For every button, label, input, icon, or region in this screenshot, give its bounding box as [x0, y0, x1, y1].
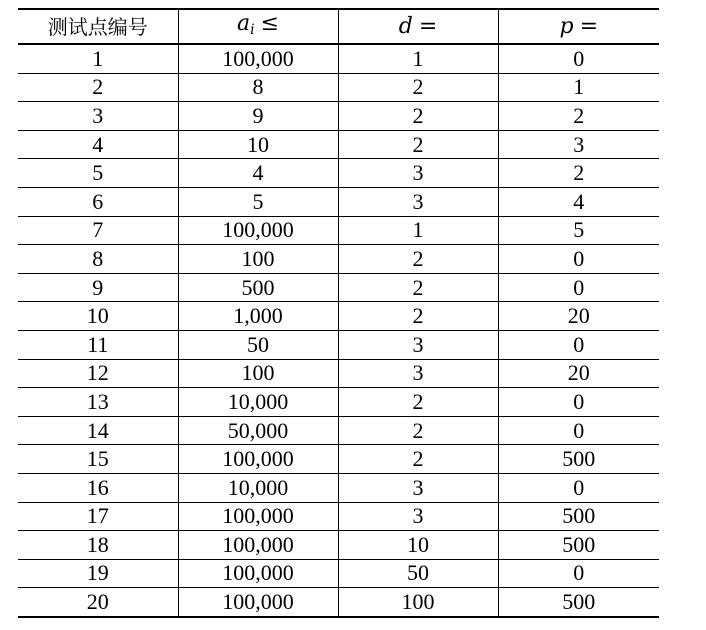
header-test-point-id	[18, 9, 178, 44]
cell-d: 3	[338, 502, 498, 531]
cell-test-point-id: 5	[18, 159, 178, 188]
test-point-table	[18, 8, 659, 618]
cell-d: 2	[338, 445, 498, 474]
cell-p: 0	[498, 245, 659, 274]
cell-d: 2	[338, 273, 498, 302]
cell-test-point-id: 7	[18, 216, 178, 245]
cell-d: 2	[338, 73, 498, 102]
cell-d: 2	[338, 416, 498, 445]
cell-test-point-id: 2	[18, 73, 178, 102]
cell-p: 500	[498, 531, 659, 560]
cell-a-i-max: 10,000	[178, 388, 338, 417]
cell-test-point-id: 12	[18, 359, 178, 388]
cell-test-point-id: 13	[18, 388, 178, 417]
cell-p: 4	[498, 187, 659, 216]
cell-d: 50	[338, 559, 498, 588]
cell-test-point-id: 11	[18, 330, 178, 359]
cell-test-point-id: 10	[18, 302, 178, 331]
header-p-eq-sign: =	[579, 14, 599, 39]
header-d-eq-sign: =	[418, 14, 438, 39]
table-row	[18, 559, 659, 588]
cell-p: 20	[498, 359, 659, 388]
cell-a-i-max: 100,000	[178, 588, 338, 617]
cell-test-point-id: 15	[18, 445, 178, 474]
cell-p: 500	[498, 445, 659, 474]
cell-d: 1	[338, 44, 498, 73]
header-a-i-max	[178, 9, 338, 44]
cell-a-i-max: 100,000	[178, 559, 338, 588]
table-row	[18, 359, 659, 388]
table-row	[18, 102, 659, 131]
cell-test-point-id: 18	[18, 531, 178, 560]
cell-test-point-id: 20	[18, 588, 178, 617]
table-row	[18, 187, 659, 216]
cell-p: 0	[498, 388, 659, 417]
cell-a-i-max: 5	[178, 187, 338, 216]
cell-p: 2	[498, 159, 659, 188]
cell-d: 3	[338, 187, 498, 216]
table-row	[18, 388, 659, 417]
cell-a-i-max: 4	[178, 159, 338, 188]
cell-d: 2	[338, 245, 498, 274]
cell-a-i-max: 50	[178, 330, 338, 359]
table-row	[18, 273, 659, 302]
table-header-row	[18, 9, 659, 44]
table-row	[18, 473, 659, 502]
cell-a-i-max: 100,000	[178, 502, 338, 531]
cell-a-i-max: 9	[178, 102, 338, 131]
table-row	[18, 159, 659, 188]
cell-p: 0	[498, 273, 659, 302]
table-row	[18, 245, 659, 274]
cell-d: 3	[338, 473, 498, 502]
table-row	[18, 73, 659, 102]
cell-a-i-max: 1,000	[178, 302, 338, 331]
cell-p: 500	[498, 502, 659, 531]
cell-test-point-id: 16	[18, 473, 178, 502]
table-row	[18, 531, 659, 560]
cell-p: 2	[498, 102, 659, 131]
header-d-var: d	[398, 14, 413, 39]
cell-test-point-id: 6	[18, 187, 178, 216]
cell-d: 1	[338, 216, 498, 245]
cell-p: 0	[498, 44, 659, 73]
cell-a-i-max: 100	[178, 245, 338, 274]
table-row	[18, 302, 659, 331]
header-p-formula	[559, 14, 598, 39]
header-le-sign: ≤	[260, 11, 280, 36]
cell-p: 5	[498, 216, 659, 245]
header-d-equals	[338, 9, 498, 44]
cell-test-point-id: 17	[18, 502, 178, 531]
header-i-sub: i	[250, 22, 255, 38]
header-d-formula	[399, 14, 438, 39]
cell-d: 2	[338, 388, 498, 417]
header-a-i-formula	[237, 11, 279, 36]
table-row	[18, 330, 659, 359]
cell-test-point-id: 8	[18, 245, 178, 274]
cell-d: 3	[338, 159, 498, 188]
cell-p: 0	[498, 473, 659, 502]
cell-p: 3	[498, 130, 659, 159]
cell-a-i-max: 100,000	[178, 44, 338, 73]
cell-test-point-id: 3	[18, 102, 178, 131]
cell-p: 0	[498, 330, 659, 359]
cell-d: 2	[338, 102, 498, 131]
header-test-point-id-label: 测试点编号	[47, 14, 148, 39]
cell-a-i-max: 10	[178, 130, 338, 159]
cell-p: 20	[498, 302, 659, 331]
cell-test-point-id: 4	[18, 130, 178, 159]
cell-p: 500	[498, 588, 659, 617]
table-row	[18, 416, 659, 445]
table-row	[18, 445, 659, 474]
cell-a-i-max: 50,000	[178, 416, 338, 445]
table-row	[18, 588, 659, 617]
cell-a-i-max: 100	[178, 359, 338, 388]
table-row	[18, 216, 659, 245]
cell-p: 0	[498, 416, 659, 445]
header-p-equals	[498, 9, 659, 44]
cell-a-i-max: 100,000	[178, 216, 338, 245]
cell-a-i-max: 8	[178, 73, 338, 102]
table-row	[18, 44, 659, 73]
cell-a-i-max: 100,000	[178, 445, 338, 474]
cell-d: 10	[338, 531, 498, 560]
cell-a-i-max: 100,000	[178, 531, 338, 560]
header-a-var: a	[236, 11, 251, 36]
cell-test-point-id: 14	[18, 416, 178, 445]
cell-test-point-id: 19	[18, 559, 178, 588]
cell-d: 2	[338, 302, 498, 331]
cell-d: 3	[338, 330, 498, 359]
cell-p: 0	[498, 559, 659, 588]
header-p-var: p	[559, 14, 574, 39]
cell-d: 100	[338, 588, 498, 617]
cell-a-i-max: 500	[178, 273, 338, 302]
cell-test-point-id: 9	[18, 273, 178, 302]
cell-d: 2	[338, 130, 498, 159]
table-body	[18, 44, 659, 617]
cell-test-point-id: 1	[18, 44, 178, 73]
table-row	[18, 130, 659, 159]
table-row	[18, 502, 659, 531]
cell-d: 3	[338, 359, 498, 388]
cell-p: 1	[498, 73, 659, 102]
cell-a-i-max: 10,000	[178, 473, 338, 502]
